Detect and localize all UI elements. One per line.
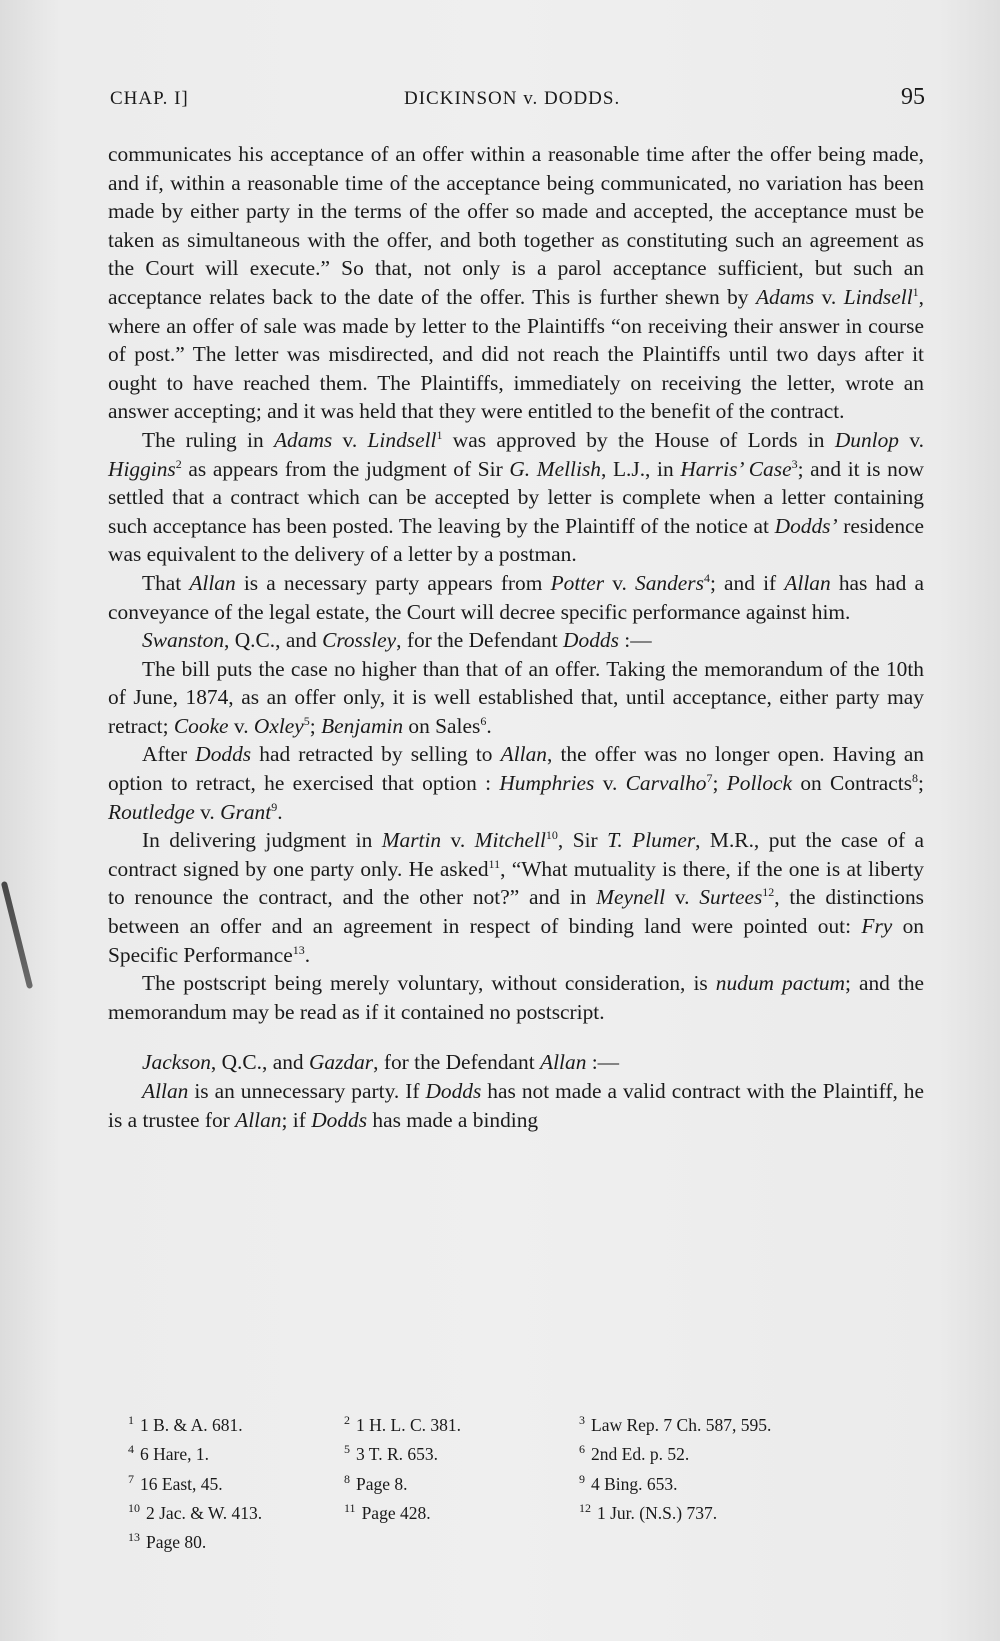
text-run: .	[304, 942, 311, 967]
italic-text: Allan	[235, 1107, 282, 1132]
text-run: on Specific Performance	[108, 914, 924, 967]
footnote-text: 1 Jur. (N.S.) 737.	[597, 1502, 718, 1523]
footnote-row	[128, 1525, 898, 1554]
text-run: v.	[441, 828, 475, 853]
footnote-number: 6	[579, 1442, 585, 1457]
text-run: communicates his acceptance of an offer within a reasonable time after the offer being made, and if, within a reasonable time of the acceptance being communicated, no variation has been made by either party in the terms of the offer so made and accepted, the acceptance must be taken as simultaneous with the offer, and both together as constituting such an agreement as the Court will execute.” So that, not only is a parol acceptance sufficient, but such an acceptance relates back to the date of the offer. This is further shewn by	[108, 142, 924, 309]
italic-text: Carvalho	[625, 771, 707, 796]
paragraph	[108, 1048, 924, 1077]
footnote	[579, 1408, 879, 1437]
footnote-number: 13	[128, 1530, 140, 1545]
text-run: on Sales	[403, 713, 481, 738]
footnote-number: 11	[344, 1500, 356, 1515]
text-run: The postscript being merely voluntary, without consideration, is	[142, 971, 716, 996]
footnote-ref: 6	[480, 713, 487, 728]
footnote-number: 3	[579, 1413, 585, 1427]
footnote-text: 6 Hare, 1.	[140, 1444, 210, 1465]
text-run: residence was equivalent to the delivery of a letter by a postman.	[108, 513, 924, 567]
text-run: , Q.C., and	[224, 628, 323, 653]
text-run: ;	[712, 771, 727, 796]
footnote	[579, 1437, 879, 1466]
italic-text: Swanston	[142, 628, 225, 653]
footnote-ref: 8	[912, 770, 919, 785]
paragraph	[108, 655, 924, 741]
italic-text: Oxley	[253, 713, 304, 738]
footnote-number: 4	[128, 1442, 134, 1457]
text-run: , the distinctions between an offer and an agreement in respect of binding land were pointed out:	[108, 885, 924, 939]
text-run: v.	[604, 570, 635, 595]
text-run: After	[142, 742, 196, 767]
body-text	[108, 140, 924, 1134]
italic-text: Fry	[861, 914, 893, 939]
italic-text: Allan	[500, 742, 547, 767]
italic-text: T. Plumer	[607, 828, 696, 853]
footnote-ref: 7	[706, 770, 713, 785]
italic-text: Sanders	[635, 570, 704, 595]
text-run: v.	[665, 885, 700, 910]
page-number: 95	[901, 84, 925, 110]
footnote-ref: 12	[762, 885, 775, 900]
italic-text: Dodds	[195, 742, 252, 767]
paragraph	[108, 1077, 924, 1134]
italic-text: Allan	[189, 570, 236, 595]
footnote-number: 7	[128, 1471, 134, 1486]
text-run: ; and it is now settled that a contract which can be accepted by letter is complete when a letter containing such acceptance has been posted. The leaving by the Plaintiff of the notice at	[108, 456, 924, 538]
footnote-number: 10	[128, 1500, 140, 1515]
italic-text: Gazdar	[308, 1050, 374, 1075]
footnotes	[128, 1408, 898, 1555]
text-run: That	[142, 570, 190, 595]
italic-text: Dodds’	[774, 513, 838, 538]
footnote	[128, 1496, 344, 1525]
footnote-text: Law Rep. 7 Ch. 587, 595.	[591, 1414, 772, 1435]
text-run: :—	[586, 1050, 620, 1075]
text-run: is a necessary party appears from	[235, 570, 551, 595]
text-run: was approved by the House of Lords in	[442, 427, 835, 452]
text-run: ; if	[281, 1107, 312, 1132]
footnote-row	[128, 1437, 898, 1466]
italic-text: Dunlop	[834, 427, 899, 452]
footnote	[128, 1525, 344, 1554]
footnote-ref: 2	[175, 456, 182, 471]
footnote-ref: 1	[912, 284, 919, 299]
text-run: , for the Defendant	[396, 628, 564, 653]
text-run: , where an offer of sale was made by letter to the Plaintiffs “on receiving their answer in course of post.” The letter was misdirected, and did not reach the Plaintiffs until two days after it ought to have reached them. The Plaintiffs, immediately on receiving the letter, wrote an answer accepting; and it was held that they were entitled to the benefit of the contract.	[108, 284, 924, 424]
footnote-ref: 4	[703, 570, 710, 585]
text-run: has made a binding	[367, 1107, 539, 1132]
text-run: is an unnecessary party. If	[188, 1079, 426, 1103]
text-run: The bill puts the case no higher than that of an offer. Taking the memorandum of the 10th of June, 1874, as an offer only, it is well established that, until acceptance, either party may retract;	[108, 656, 924, 738]
italic-text: Dodds	[311, 1107, 368, 1132]
text-run: , L.J., in	[600, 456, 681, 481]
text-run: v.	[814, 284, 844, 309]
text-run: :—	[618, 628, 652, 653]
italic-text: Lindsell	[367, 427, 437, 452]
footnote-number: 9	[579, 1471, 585, 1486]
italic-text: Jackson	[142, 1050, 211, 1075]
text-run: on Contracts	[792, 771, 913, 796]
italic-text: Allan	[142, 1079, 189, 1103]
italic-text: Humphries	[499, 771, 595, 796]
text-run: , Sir	[557, 828, 608, 853]
footnote-ref: 10	[545, 828, 558, 843]
footnote-number: 5	[344, 1442, 350, 1457]
footnote-text: Page 80.	[146, 1532, 207, 1553]
footnote-text: Page 428.	[361, 1502, 431, 1523]
italic-text: Crossley	[322, 628, 397, 653]
text-run: , “What mutuality is there, if the one is at liberty to renounce the contract, and the other not?” and in	[108, 856, 924, 910]
italic-text: Dodds	[425, 1079, 482, 1103]
text-run: as appears from the judgment of Sir	[181, 456, 510, 481]
paragraph	[108, 826, 924, 969]
paragraph	[108, 626, 924, 655]
footnote-text: 1 B. & A. 681.	[140, 1414, 243, 1435]
italic-text: Allan	[540, 1050, 587, 1075]
italic-text: Benjamin	[321, 713, 404, 738]
text-run: The ruling in	[142, 427, 274, 452]
paragraph	[108, 140, 924, 426]
italic-text: Meynell	[596, 885, 666, 910]
italic-text: Routledge	[108, 799, 195, 824]
italic-text: Potter	[550, 570, 605, 595]
footnote-ref: 9	[271, 799, 278, 814]
footnote-text: 4 Bing. 653.	[591, 1473, 678, 1494]
footnote-number: 2	[344, 1413, 350, 1427]
text-run: , Q.C., and	[210, 1050, 309, 1075]
text-run: .	[486, 713, 492, 738]
text-run: v.	[228, 713, 254, 738]
footnote-row	[128, 1496, 898, 1525]
text-run: v.	[594, 771, 626, 796]
text-run: v.	[194, 799, 221, 824]
footnote	[579, 1467, 879, 1496]
text-run: had retracted by selling to	[251, 742, 501, 767]
text-run: .	[277, 799, 283, 824]
text-run: has not made a valid contract with the Plaintiff, he is a trustee for	[108, 1079, 924, 1132]
text-run: ; and the memorandum may be read as if it contained no postscript.	[108, 971, 925, 1024]
italic-text: Pollock	[726, 771, 793, 796]
text-run: has had a conveyance of the legal estate, the Court will decree specific performance against him.	[108, 570, 925, 624]
footnote-ref: 5	[303, 713, 310, 728]
footnote-text: 1 H. L. C. 381.	[356, 1414, 461, 1435]
footnote-ref: 1	[436, 427, 443, 442]
italic-text: Cooke	[173, 713, 229, 738]
italic-text: G. Mellish	[509, 456, 601, 481]
footnote	[128, 1437, 344, 1466]
running-title: DICKINSON v. DODDS.	[404, 88, 621, 109]
text-run: , for the Defendant	[373, 1050, 541, 1075]
footnote-text: Page 8.	[356, 1473, 408, 1494]
text-run: ;	[309, 713, 322, 738]
paragraph	[108, 740, 924, 826]
footnote-ref: 13	[292, 942, 305, 957]
footnote-text: 2 Jac. & W. 413.	[146, 1502, 263, 1523]
footnote	[128, 1467, 344, 1496]
paragraph	[108, 969, 924, 1026]
paragraph	[108, 426, 924, 569]
footnote	[579, 1496, 879, 1525]
text-run: v.	[899, 427, 924, 452]
footnote-text: 16 East, 45.	[140, 1473, 223, 1494]
italic-text: Adams	[755, 284, 815, 309]
footnote-row	[128, 1467, 898, 1496]
italic-text: Allan	[784, 570, 831, 595]
italic-text: Grant	[220, 799, 272, 824]
italic-text: Higgins	[108, 456, 176, 481]
italic-text: Dodds	[563, 628, 619, 653]
footnote	[128, 1408, 344, 1437]
footnote-number: 8	[344, 1471, 350, 1486]
paragraph	[108, 569, 924, 626]
footnote-ref: 3	[791, 456, 798, 471]
italic-text: Harris’ Case	[680, 456, 792, 481]
footnote-ref: 11	[488, 856, 501, 871]
italic-text: Martin	[381, 828, 442, 853]
chapter-label: CHAP. I]	[110, 88, 189, 109]
running-header	[110, 84, 925, 122]
text-run: ; and if	[709, 570, 785, 595]
footnote-text: 3 T. R. 653.	[356, 1444, 438, 1465]
footnote-row	[128, 1408, 898, 1437]
text-run: , M.R., put the case of a contract signed by one party only. He asked	[108, 828, 924, 881]
italic-text: Adams	[273, 427, 333, 452]
italic-text: Lindsell	[843, 284, 913, 309]
footnote	[344, 1437, 579, 1466]
italic-text: nudum pactum	[715, 971, 845, 996]
text-run: v.	[332, 427, 368, 452]
italic-text: Mitchell	[474, 828, 546, 853]
footnote-number: 1	[128, 1413, 134, 1427]
text-run: , the offer was no longer open. Having an option to retract, he exercised that option :	[108, 742, 925, 796]
footnote-text: 2nd Ed. p. 52.	[591, 1444, 690, 1465]
italic-text: Surtees	[699, 885, 763, 910]
footnote	[344, 1496, 579, 1525]
text-run: In delivering judgment in	[142, 828, 382, 853]
text-run: ;	[918, 771, 924, 796]
footnote	[344, 1467, 579, 1496]
paragraph-gap	[108, 1026, 924, 1048]
pencil-mark	[1, 881, 33, 989]
footnote	[344, 1408, 579, 1437]
footnote-number: 12	[579, 1500, 591, 1515]
